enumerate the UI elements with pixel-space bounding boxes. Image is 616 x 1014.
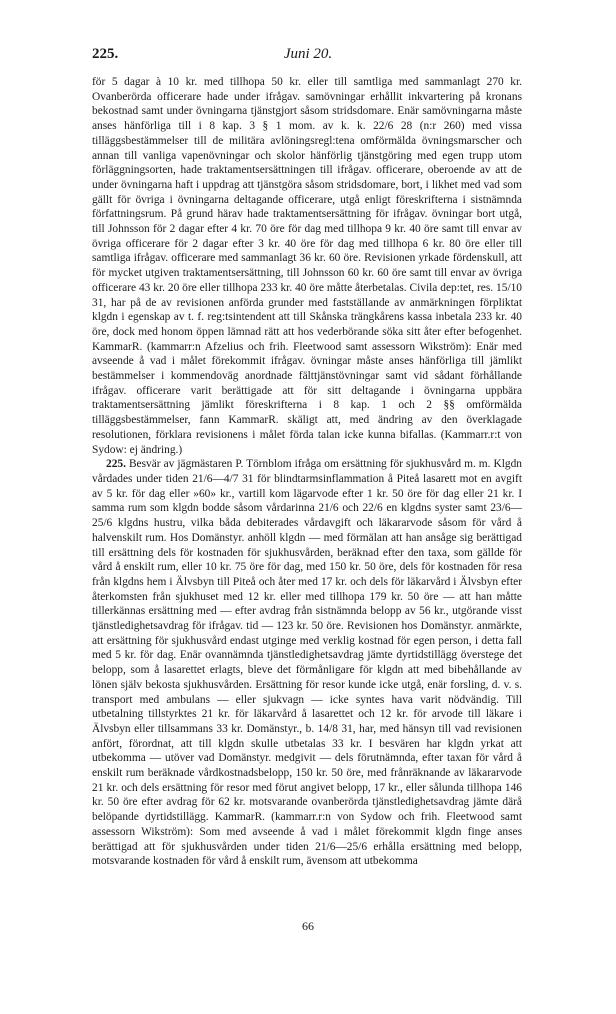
case-entry-225 <box>92 457 522 869</box>
body-text <box>92 75 522 869</box>
page-number: 225. <box>92 46 119 62</box>
running-title: Juni 20. <box>283 46 333 62</box>
running-header <box>92 46 524 66</box>
page-folio: 66 <box>302 919 314 933</box>
paragraph-continuation <box>92 75 522 457</box>
case-text: Besvär av jägmästaren P. Törnblom ifråga om ersättning för sjukhusvård m. m. Klgdn vårdades under tiden 21/6—4/7 31 för blindtarmsinflammation å Piteå lasarett mot en avgift av 5 kr. för dag eller »60» kr., vartill kom lägarvode efter 1 kr. 50 öre för dag eller 21 kr. I samma rum som klgdn bodde såsom vårdarinna 21/6 och 22/6 en klgdns syster samt 23/6—25/6 klgdns hustru, vilka båda debiterades vårdavgift och läkararvode såsom för vård å halvenskilt rum. Hos Domänstyr. anhöll klgdn — med förmälan att han ansåge sig berättigad till ersättning dels för kostnaden för sjukhusvården, beräknad efter den taxa, som gällde för vård å enskilt rum, eller 10 kr. 75 öre för dag, med 150 kr. 50 öre, dels för kostnaden för resa från klgdns hem i Älvsbyn till Piteå och åter med 17 kr. och dels för läkarvård i Älvsbyn efter återkomsten från sjukhuset med 12 kr. eller med tillhopa 179 kr. 50 öre — att han måtte tillerkännas ersättning med — efter avdrag från sistnämnda belopp av 56 kr., utgörande visst tjänstledighetsavdrag för ifrågav. tid — 123 kr. 50 öre. Revisionen hos Domänstyr. anmärkte, att ersättning för sjukhusvård endast utginge med verklig kostnad för egen person, i detta fall med 5 kr. för dag. Enär ovannämnda tjänstledighetsavdrag jämte dyrtidstillägg överstege det belopp, som å lasarettet erlagts, bleve det förmånligare för klgdn att med bibehållande av lönen själv bekosta sjukhusvården. Ersättning för resor kunde icke utgå, enär forsling, d. v. s. transport med ambulans — eller sjukvagn — icke syntes hava varit nödvändig. Till utbetalning tillstyrktes 21 kr. för läkarvård å lasarettet och 12 kr. för arvode till läkare i Älvsbyn eller tillsammans 33 kr. Domänstyr., b. 14/8 31, har, med hänsyn till vad revisionen anfört, förordnat, att till klgdn skulle utbetalas 33 kr. I besvären har klgdn yrkat att utbekomma — utöver vad Domänstyr. medgivit — dels förutnämnda, efter taxan för vård å enskilt rum beräknade vårdkostnadsbelopp, 150 kr. 50 öre, med frånräknande av läkararvode 21 kr. och dels ersättning för resor med förut angivet belopp, 17 kr., eller sålunda tillhopa 146 kr. 50 öre efter avdrag för 62 kr. motsvarande ovanberörda tjänstledighetsavdrag jämte därå belöpande dyrtidstillägg. KammarR. (kammarr.r:n von Sydow och frih. Fleetwood samt assessorn Wikström): Som med avseende å vad i målet förekommit klgdn finge anses berättigad att för sjukhusvården under tiden 21/6—25/6 erhålla ersättning med belopp, motsvarande kostnaden för vård å enskilt rum, ävensom att utbekomma <box>92 458 522 868</box>
case-number: 225. <box>106 458 126 471</box>
paragraph-text: för 5 dagar à 10 kr. med tillhopa 50 kr. eller till samtliga med sammanlagt 270 kr. Ovanberörda officerare hade under ifrågav. samövningar erhållit inkvartering på kronans bekostnad samt under övningarna tjänstgjort såsom stridsdomare. Enär samövningarna måste anses hänförliga till i 8 kap. 3 § 1 mom. av k. k. 22/6 28 (n:r 260) med vissa tilläggsbestämmelser till de militära avlöningsregl:tena omförmälda övningsmarscher och annan till vanliga vapenövningar och skolor hänförlig tjänstgöring med egen trupp utom förläggningsorten, hade traktamentsersättningen till ifrågav. officerare, oberoende av att de under övningarna haft i uppdrag att tjänstgöra såsom stridsdomare, bort, i likhet med vad som gällt för övriga i övningarna deltagande officerare, utgå enligt föreskrifterna i sistnämnda författningsrum. På grund härav hade traktamentsersättning för ifrågav. övningar bort utgå, till Johnsson för 2 dagar efter 4 kr. 70 öre för dag med tillhopa 9 kr. 40 öre samt till envar av övriga officerare för 2 dagar efter 3 kr. 40 öre för dag med tillhopa 6 kr. 80 öre eller till samtliga ifrågav. officerare med sammanlagt 36 kr. 60 öre. Revisionen yrkade fördenskull, att för mycket utgiven traktamentsersättning, till Johnsson 60 kr. 60 öre samt till envar av övriga officerare 43 kr. 20 öre eller tillhopa 233 kr. 40 öre måtte återbetalas. Civila dep:tet, res. 15/10 31, har på de av revisionen anförda grunder med fastställande av anmärkningen förpliktat klgdn i egenskap av t. f. reg:tsintendent att till Skånska trängkårens kassa inbetala 233 kr. 40 öre, dock med honom öppen lämnad rätt att hos vederbörande söka sitt åter efter befogenhet. KammarR. (kammarr:n Afzelius och frih. Fleetwood samt assessorn Wikström): Enär med avseende å vad i målet förekommit ifrågav. övningar måste anses hänförliga till jämlikt bestämmelser i kommendoväg anordnade fälttjänstövningar samt vid sådant förhållande ifrågav. officerare varit berättigade att för sitt deltagande i övningarna uppbära traktamentsersättning jämlikt föreskrifterna i 8 kap. 1 och 2 §§ omförmälda tilläggsbestämmelser, fann KammarR. skäligt att, med ändring av den överklagade resolutionen, förklara revisionens i målet förda talan icke kunna bifallas. (Kammarr.r:t von Sydow: ej ändring.) <box>92 76 522 456</box>
